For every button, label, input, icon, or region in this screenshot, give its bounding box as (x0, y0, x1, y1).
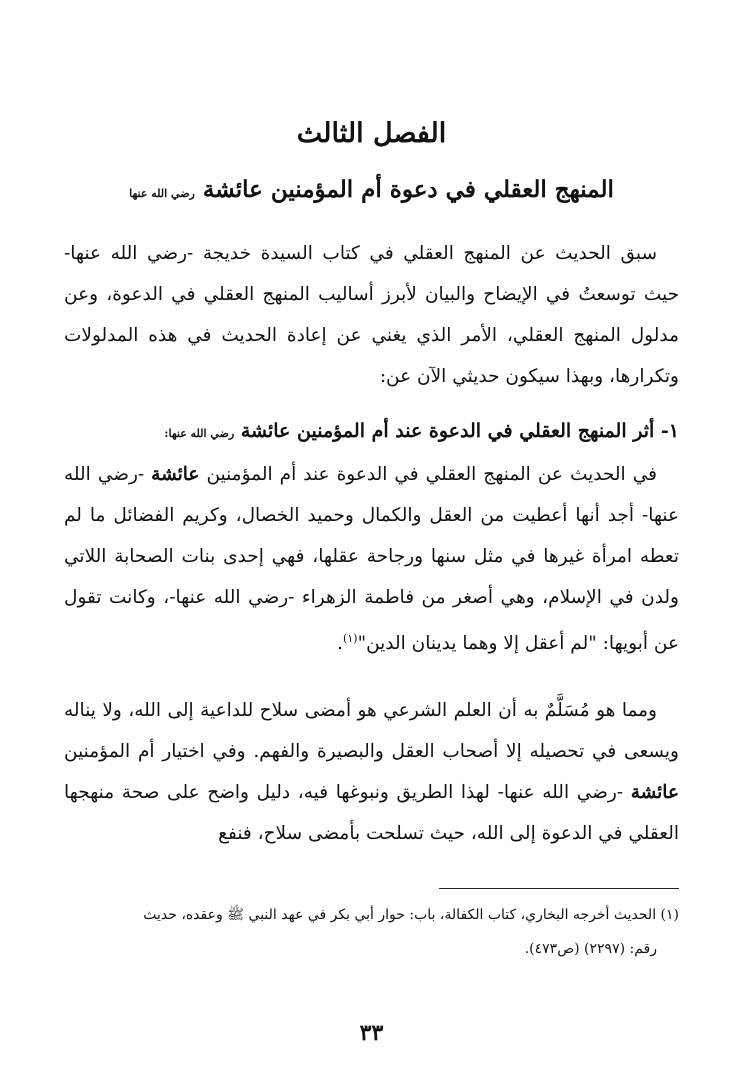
section-title-text: المنهج العقلي في دعوة أم المؤمنين عائشة (202, 176, 614, 203)
footnote (64, 898, 679, 966)
footnote-line-1: (١) الحديث أخرجه البخاري، كتاب الكفالة، باب: حوار أبي بكر في عهد النبي ﷺ وعقده، حديث (143, 907, 679, 923)
footnote-divider (439, 888, 679, 889)
section-title (60, 176, 683, 203)
aisha-name: عائشة (630, 782, 679, 803)
paragraph-3-part2: -رضي الله عنها- لهذا الطريق ونبوغها فيه، دليل واضح على صحة منهجها العقلي في الدعوة إلى الله، حيث تسلحت بأمضى سلاح، فنفع (64, 782, 679, 844)
subsection-title: ١- أثر المنهج العقلي في الدعوة عند أم المؤمنين عائشة (240, 420, 679, 442)
subsection-heading (64, 420, 679, 442)
footnote-line-2: رقم: (٢٢٩٧) (ص٤٧٣). (524, 941, 657, 957)
paragraph-2-end: . (337, 633, 344, 655)
page-number: ٣٣ (359, 1020, 384, 1046)
chapter-title: الفصل الثالث (296, 118, 447, 149)
footnote-reference: (١) (343, 632, 358, 645)
paragraph-3-part1: ومما هو مُسَلَّمٌ به أن العلم الشرعي هو أمضى سلاح للداعية إلى الله، ولا يناله ويسعى في تحصيله إلا أصحاب العقل والبصيرة والفهم. وفي اختيار أم المؤمنين (64, 700, 679, 762)
aisha-name: عائشة (151, 464, 200, 485)
intro-text: سبق الحديث عن المنهج العقلي في كتاب السيدة خديجة -رضي الله عنها- حيث توسعتُ في الإيضاح والبيان لأبرز أساليب المنهج العقلي في الدعوة، وعن مدلول المنهج العقلي، الأمر الذي يغني عن إعادة الحديث في هذه المدلولات وتكرارها، وبهذا سيكون حديثي الآن عن: (64, 243, 680, 387)
subsection-honorific: رضي الله عنها: (164, 427, 235, 440)
paragraph-3 (64, 690, 679, 854)
paragraph-2-part2: -رضي الله عنها- أجد أنها أعطيت من العقل والكمال وحميد الخصال، وكريم الفضائل ما لم تعطه امرأة غيرها في مثل سنها ورجاحة عقلها، فهي إحدى بنات الصحابة اللاتي ولدن في الإسلام، وهي أصغر من فاطمة الزهراء -رضي الله عنها-، وكانت تقول عن أبويها: "لم أعقل إلا وهما يدينان الدين" (64, 464, 679, 655)
section-honorific: رضي الله عنها (129, 187, 195, 200)
paragraph-2 (64, 454, 679, 664)
intro-paragraph (64, 233, 679, 397)
paragraph-2-part1: في الحديث عن المنهج العقلي في الدعوة عند أم المؤمنين (206, 464, 657, 485)
